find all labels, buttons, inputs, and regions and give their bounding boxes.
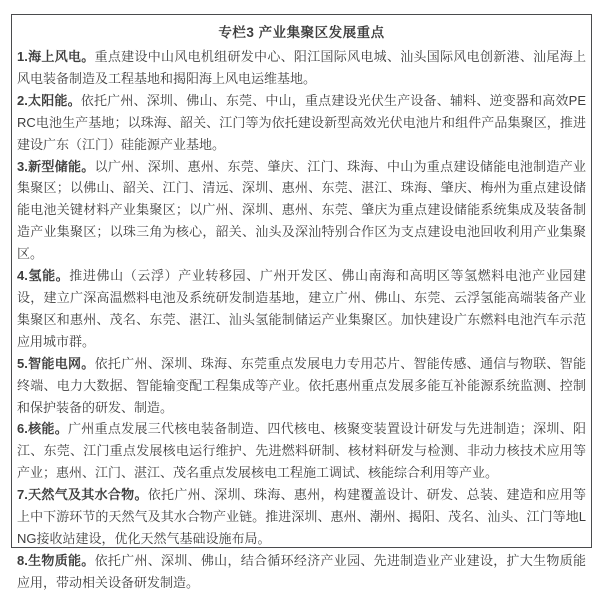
list-item-solar [17, 90, 586, 156]
item-text: 依托广州、深圳、佛山，结合循环经济产业园、先进制造业产业建设，扩大生物质能应用，带动相关设备研发制造。 [17, 552, 586, 590]
list-item-nuclear [17, 418, 586, 484]
item-text: 推进佛山（云浮）产业转移园、广州开发区、佛山南海和高明区等氢燃料电池产业园建设，建立广深高温燃料电池及系统研发制造基地，建立广州、佛山、东莞、云浮氢能高端装备产业集聚区和惠州、茂名、东莞、湛江、汕头氢能制储运产业集聚区。加快建设广东燃料电池汽车示范应用城市群。 [17, 268, 586, 349]
item-label: 7.天然气及其水合物。 [17, 487, 148, 503]
item-text: 重点建设中山风电机组研发中心、阳江国际风电城、汕头国际风电创新港、汕尾海上风电装备制造及工程基地和揭阳海上风电运维基地。 [17, 49, 586, 86]
item-text: 依托广州、深圳、珠海、东莞重点发展电力专用芯片、智能传感、通信与物联、智能终端、电力大数据、智能输变配工程集成等产业。依托惠州重点发展多能互补能源系统监测、控制和保护装备的研发、制造。 [17, 355, 586, 415]
item-label: 1.海上风电。 [17, 49, 95, 64]
column-box-panel [11, 14, 592, 590]
item-text: 广州重点发展三代核电装备制造、四代核电、核聚变装置设计研发与先进制造；深圳、阳江、东莞、江门重点发展核电运行维护、先进燃料研制、核材料研发与检测、非动力核技术应用等产业；惠州、江门、湛江、茂名重点发展核电工程施工调试、核能综合利用等产业。 [17, 421, 586, 481]
item-text: 以广州、深圳、惠州、东莞、肇庆、江门、珠海、中山为重点建设储能电池制造产业集聚区；以佛山、韶关、江门、清远、深圳、惠州、东莞、湛江、珠海、肇庆、梅州为重点建设储能电池关键材料产业集聚区；以广州、深圳、惠州、东莞、肇庆为重点建设储能系统集成及装备制造产业集聚区；以珠三角为核心，韶关、汕头及深汕特别合作区为支点建设电池回收利用产业集聚区。 [17, 158, 586, 262]
list-item-smart-grid [17, 353, 586, 419]
item-label: 4.氢能。 [17, 268, 70, 284]
list-item-hydrogen [17, 265, 586, 353]
item-label: 8.生物质能。 [17, 552, 95, 568]
list-item-biomass [17, 550, 586, 594]
item-label: 2.太阳能。 [17, 92, 81, 108]
item-label: 6.核能。 [17, 421, 68, 437]
list-item-offshore-wind [17, 46, 586, 90]
list-item-natural-gas [17, 484, 586, 550]
item-label: 3.新型储能。 [17, 158, 95, 174]
item-text: 依托广州、深圳、珠海、惠州，构建覆盖设计、研发、总装、建造和应用等上中下游环节的天然气及其水合物产业链。推进深圳、惠州、潮州、揭阳、茂名、汕头、江门等地LNG接收站建设，优化天然气基础设施布局。 [17, 487, 586, 546]
item-label: 5.智能电网。 [17, 355, 95, 371]
list-item-energy-storage [17, 156, 586, 266]
item-text: 依托广州、深圳、佛山、东莞、中山，重点建设光伏生产设备、辅料、逆变器和高效PERC电池生产基地；以珠海、韶关、江门等为依托建设新型高效光伏电池片和组件产品集聚区，推进建设广东（江门）硅能源产业基地。 [17, 92, 587, 152]
panel-title: 专栏3 产业集聚区发展重点 [218, 25, 385, 40]
